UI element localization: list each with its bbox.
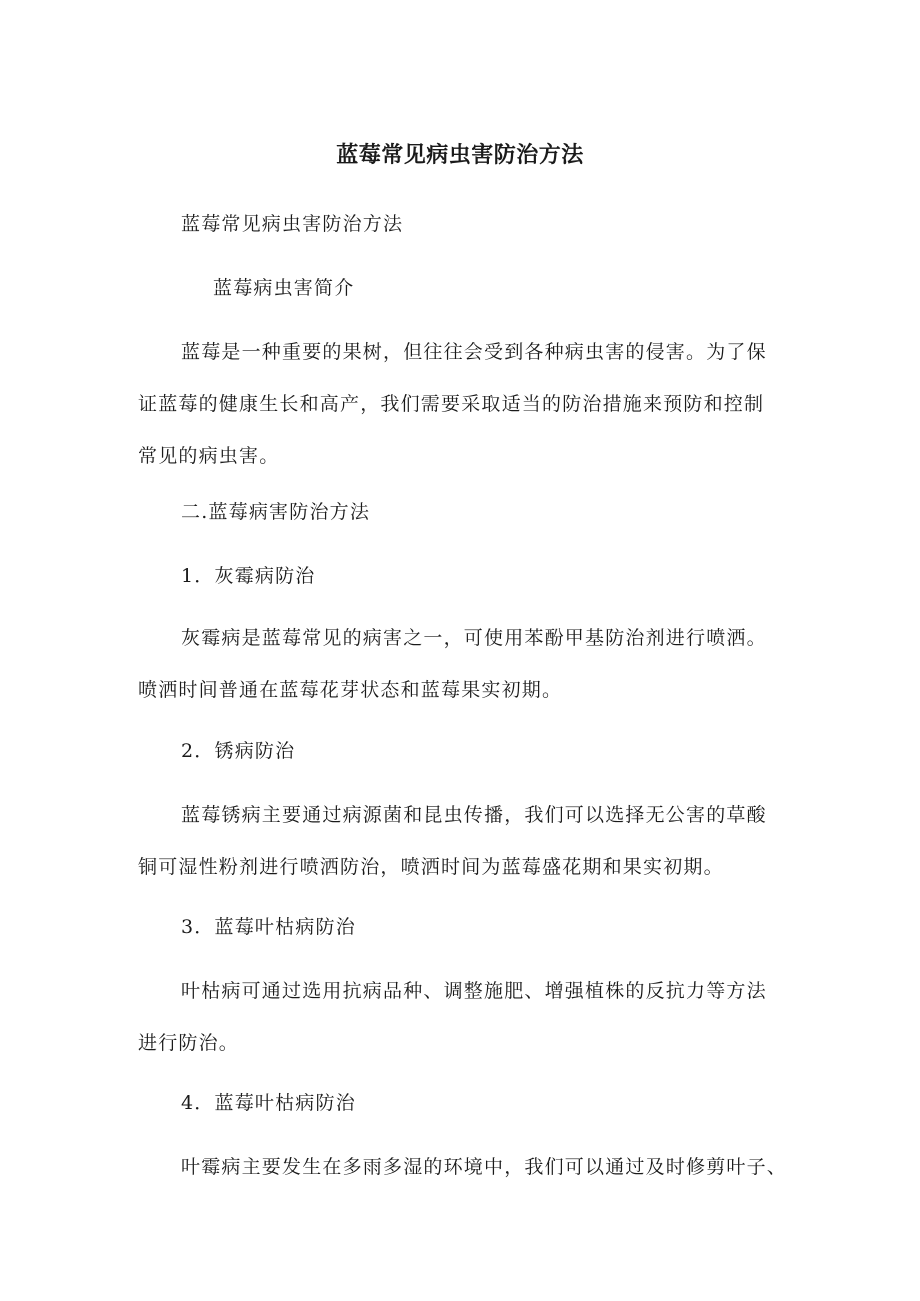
section-two-heading: 二.蓝莓病害防治方法 xyxy=(181,501,371,523)
paragraph-line: 叶霉病主要发生在多雨多湿的环境中，我们可以通过及时修剪叶子、 xyxy=(181,1156,788,1178)
item-heading-1: 1．灰霉病防治 xyxy=(181,565,316,587)
paragraph-line: 蓝莓是一种重要的果树，但往往会受到各种病虫害的侵害。为了保 xyxy=(181,341,767,363)
paragraph-line: 进行防治。 xyxy=(138,1032,240,1054)
paragraph-line: 灰霉病是蓝莓常见的病害之一，可使用苯酚甲基防治剂进行喷洒。 xyxy=(181,627,767,649)
section-intro-heading: 蓝莓病虫害简介 xyxy=(213,277,355,299)
paragraph-line: 常见的病虫害。 xyxy=(138,445,280,467)
paragraph-line: 叶枯病可通过选用抗病品种、调整施肥、增强植株的反抗力等方法 xyxy=(181,980,767,1002)
item-paragraph-2 xyxy=(138,789,778,893)
paragraph-line: 证蓝莓的健康生长和高产，我们需要采取适当的防治措施来预防和控制 xyxy=(138,393,765,415)
item-heading-4: 4．蓝莓叶枯病防治 xyxy=(181,1092,356,1114)
subtitle: 蓝莓常见病虫害防治方法 xyxy=(181,213,404,235)
paragraph-line: 喷洒时间普通在蓝莓花芽状态和蓝莓果实初期。 xyxy=(138,679,563,701)
paragraph-line: 蓝莓锈病主要通过病源菌和昆虫传播，我们可以选择无公害的草酸 xyxy=(181,804,767,826)
intro-paragraph xyxy=(138,326,778,482)
item-heading-3: 3．蓝莓叶枯病防治 xyxy=(181,916,356,938)
item-paragraph-1 xyxy=(138,612,778,716)
item-paragraph-4 xyxy=(138,1141,788,1193)
item-heading-2: 2．锈病防治 xyxy=(181,740,296,762)
document-title: 蓝莓常见病虫害防治方法 xyxy=(336,143,584,168)
paragraph-line: 铜可湿性粉剂进行喷洒防治，喷洒时间为蓝莓盛花期和果实初期。 xyxy=(138,856,724,878)
item-paragraph-3 xyxy=(138,965,778,1069)
